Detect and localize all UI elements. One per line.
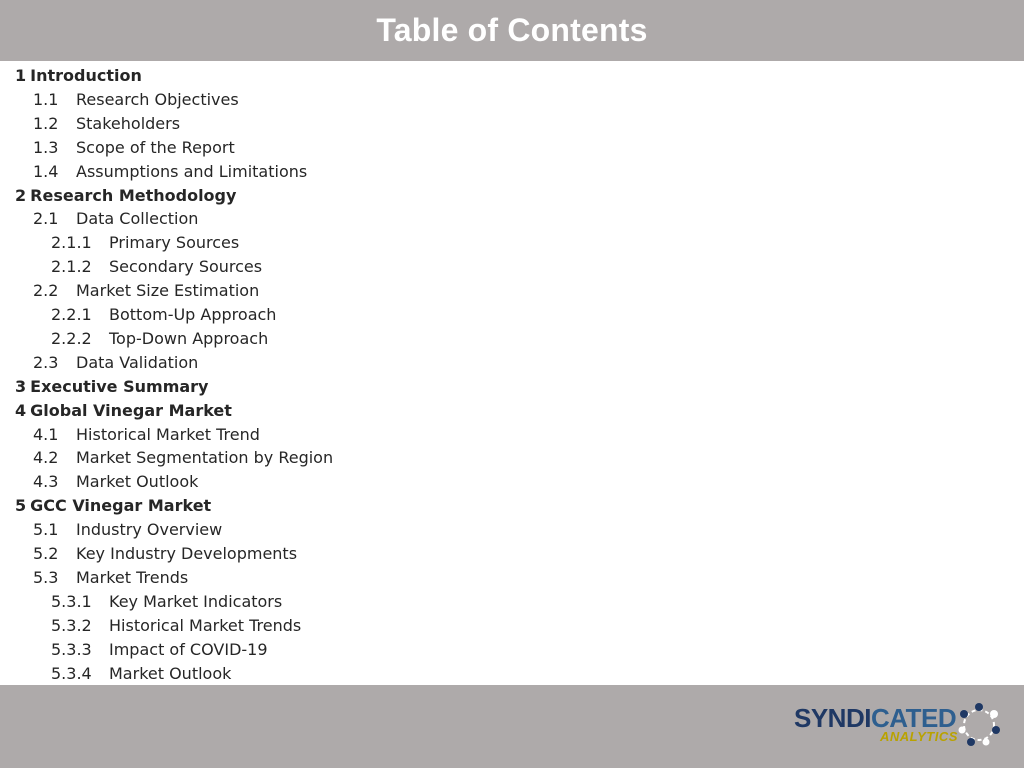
toc-entry-level-3 bbox=[51, 662, 231, 686]
toc-entry-number: 1.4 bbox=[33, 161, 59, 181]
toc-entry-level-2 bbox=[33, 566, 188, 590]
toc-entry-number: 5.3.3 bbox=[51, 639, 92, 659]
toc-entry-number: 2.1.1 bbox=[51, 233, 92, 253]
toc-entry-level-2 bbox=[33, 518, 222, 542]
toc-entry-level-3 bbox=[51, 327, 268, 351]
toc-entry-label: Market Size Estimation bbox=[76, 281, 260, 301]
table-of-contents bbox=[0, 63, 1024, 685]
toc-entry-label: Data Validation bbox=[76, 352, 199, 372]
toc-entry-number: 2.1 bbox=[33, 209, 59, 229]
toc-entry-label: Assumptions and Limitations bbox=[76, 161, 308, 181]
toc-entry-level-2 bbox=[33, 279, 259, 303]
toc-entry-number: 1.2 bbox=[33, 113, 59, 133]
toc-entry-level-1 bbox=[15, 399, 232, 423]
toc-entry-level-1 bbox=[15, 375, 208, 399]
toc-entry-number: 3 bbox=[15, 376, 27, 396]
toc-entry-number: 4.3 bbox=[33, 472, 59, 492]
toc-entry-number: 2.2.2 bbox=[51, 328, 92, 348]
toc-entry-level-1 bbox=[15, 494, 211, 518]
toc-entry-number: 5.3.2 bbox=[51, 615, 92, 635]
toc-entry-number: 4.2 bbox=[33, 448, 59, 468]
toc-entry-number: 2 bbox=[15, 185, 27, 205]
toc-entry-level-3 bbox=[51, 590, 282, 614]
toc-entry-level-2 bbox=[33, 423, 260, 447]
logo-word-syndi: SYNDI bbox=[794, 703, 871, 733]
syndicated-analytics-logo bbox=[794, 700, 1004, 752]
toc-entry-number: 5.3.4 bbox=[51, 663, 92, 683]
toc-entry-label: Industry Overview bbox=[76, 520, 223, 540]
toc-entry-number: 5.3 bbox=[33, 567, 59, 587]
toc-entry-label: Stakeholders bbox=[76, 113, 181, 133]
toc-entry-level-2 bbox=[33, 88, 239, 112]
toc-entry-number: 2.2 bbox=[33, 281, 59, 301]
logo-word-analytics: ANALYTICS bbox=[880, 729, 958, 744]
toc-entry-label: Research Methodology bbox=[30, 185, 237, 205]
toc-entry-label: Data Collection bbox=[76, 209, 199, 229]
toc-entry-level-2 bbox=[33, 207, 198, 231]
toc-entry-level-2 bbox=[33, 112, 180, 136]
toc-entry-level-1 bbox=[15, 184, 236, 208]
toc-entry-number: 2.2.1 bbox=[51, 305, 92, 324]
toc-entry-label: Global Vinegar Market bbox=[30, 400, 232, 420]
toc-entry-number: 5.3.1 bbox=[51, 591, 92, 611]
toc-entry-label: Bottom-Up Approach bbox=[109, 305, 277, 324]
toc-entry-label: Introduction bbox=[30, 66, 142, 85]
toc-entry-number: 1.3 bbox=[33, 137, 59, 157]
toc-entry-level-1 bbox=[15, 64, 142, 88]
toc-entry-number: 2.3 bbox=[33, 352, 59, 372]
toc-entry-label: Research Objectives bbox=[76, 89, 239, 109]
toc-entry-level-3 bbox=[51, 614, 301, 638]
toc-entry-label: Historical Market Trends bbox=[109, 615, 302, 635]
title-bar bbox=[0, 0, 1024, 61]
toc-entry-number: 5.1 bbox=[33, 520, 59, 540]
dotted-ring-logo-icon bbox=[956, 702, 1002, 748]
toc-entry-level-3 bbox=[51, 231, 239, 255]
toc-entry-number: 4 bbox=[15, 400, 27, 420]
toc-entry-label: Market Trends bbox=[76, 567, 189, 587]
toc-entry-number: 1.1 bbox=[33, 89, 59, 109]
toc-entry-level-2 bbox=[33, 136, 235, 160]
toc-entry-level-3 bbox=[51, 303, 276, 327]
toc-entry-label: Historical Market Trend bbox=[76, 424, 260, 444]
toc-entry-label: Primary Sources bbox=[109, 233, 240, 253]
toc-entry-level-2 bbox=[33, 351, 198, 375]
toc-entry-level-2 bbox=[33, 160, 307, 184]
toc-entry-number: 2.1.2 bbox=[51, 257, 92, 277]
toc-entry-number: 5 bbox=[15, 496, 27, 516]
toc-entry-number: 4.1 bbox=[33, 424, 59, 444]
toc-entry-label: Market Outlook bbox=[76, 472, 199, 492]
toc-entry-label: GCC Vinegar Market bbox=[30, 496, 212, 516]
toc-entry-level-2 bbox=[33, 470, 198, 494]
toc-entry-label: Key Industry Developments bbox=[76, 544, 298, 563]
toc-entry-label: Secondary Sources bbox=[109, 257, 263, 277]
toc-entry-label: Key Market Indicators bbox=[109, 591, 283, 611]
toc-entry-label: Scope of the Report bbox=[76, 137, 235, 157]
toc-entry-label: Market Outlook bbox=[109, 663, 232, 683]
toc-entry-label: Impact of COVID-19 bbox=[109, 639, 268, 659]
toc-entry-label: Executive Summary bbox=[30, 376, 209, 396]
toc-entry-level-3 bbox=[51, 638, 268, 662]
logo-word-cated: CATED bbox=[870, 703, 957, 733]
toc-entry-label: Market Segmentation by Region bbox=[76, 448, 334, 468]
toc-entry-level-2 bbox=[33, 542, 297, 566]
toc-entry-level-2 bbox=[33, 446, 333, 470]
toc-entry-label: Top-Down Approach bbox=[109, 328, 269, 348]
page-title: Table of Contents bbox=[376, 12, 648, 48]
toc-entry-level-3 bbox=[51, 255, 262, 279]
toc-entry-number: 5.2 bbox=[33, 544, 59, 563]
toc-entry-number: 1 bbox=[15, 66, 27, 85]
